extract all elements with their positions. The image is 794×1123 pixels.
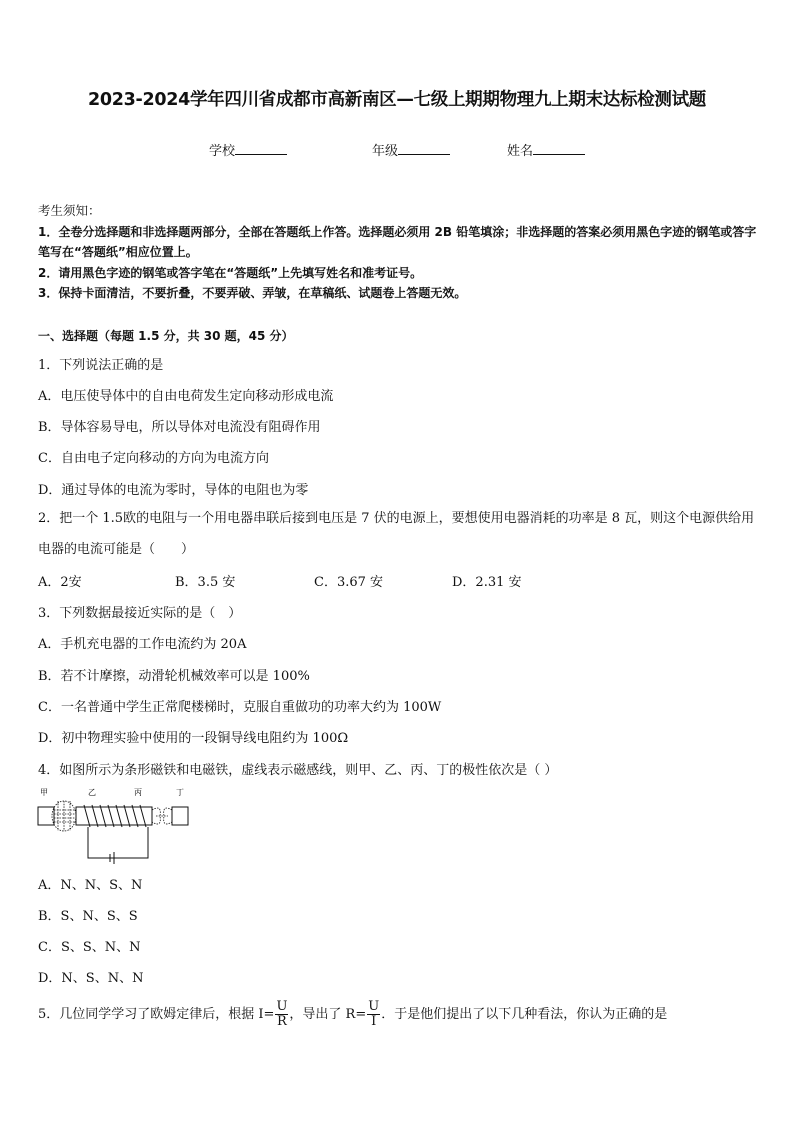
option: B．导体容易导电，所以导体对电流没有阻碍作用 — [38, 420, 321, 435]
option: C．一名普通中学生正常爬楼梯时，克服自重做功的功率大约为 100W — [38, 700, 442, 715]
option: D．初中物理实验中使用的一段铜导线电阻约为 100Ω — [38, 731, 349, 746]
pole-label-yi: 乙 — [88, 788, 96, 797]
grade-field — [372, 140, 450, 159]
question-stem: 3．下列数据最接近实际的是（ ） — [38, 606, 242, 621]
option: C．3.67 安 — [314, 575, 384, 590]
bar-magnet-left — [38, 807, 54, 825]
page-title: 2023-2024学年四川省成都市高新南区—七级上期期物理九上期末达标检测试题 — [88, 90, 706, 110]
fraction-u-over-i — [367, 1000, 380, 1029]
school-blank — [235, 142, 287, 155]
option: C．自由电子定向移动的方向为电流方向 — [38, 451, 269, 466]
option: A．手机充电器的工作电流约为 20A — [38, 637, 247, 652]
question-stem — [38, 1000, 667, 1029]
notice-item: 1．全卷分选择题和非选择题两部分，全部在答题纸上作答。选择题必须用 2B 铅笔填涂；非选择题的答案必须用黑色字迹的钢笔或答字笔写在“答题纸”相应位置上。 — [38, 224, 757, 259]
name-label: 姓名 — [507, 144, 534, 159]
question-stem: 1．下列说法正确的是 — [38, 358, 164, 373]
electromagnet — [76, 805, 152, 864]
notice-heading: 考生须知： — [38, 203, 101, 218]
magnet-diagram — [36, 786, 192, 866]
pole-label-bing: 丙 — [134, 788, 142, 797]
fraction-numerator: U — [276, 999, 288, 1014]
field-lines-left — [52, 801, 76, 831]
bar-magnet-right — [172, 807, 188, 825]
exam-notice — [38, 201, 758, 304]
q5-text-part2: ，导出了 R= — [289, 1007, 367, 1022]
fraction-numerator: U — [368, 999, 380, 1014]
fraction-denominator: R — [277, 1014, 287, 1029]
field-lines-right — [152, 808, 172, 824]
fraction-u-over-r — [275, 1000, 288, 1029]
pole-label-ding: 丁 — [176, 788, 184, 797]
option: D．通过导体的电流为零时，导体的电阻也为零 — [38, 483, 309, 498]
grade-blank — [398, 142, 450, 155]
grade-label: 年级 — [372, 144, 399, 159]
section-heading: 一、选择题（每题 1.5 分，共 30 题，45 分） — [38, 329, 294, 343]
option: B．S、N、S、S — [38, 909, 138, 924]
option: D．2.31 安 — [452, 575, 522, 590]
notice-item: 3．保持卡面清洁，不要折叠，不要弄破、弄皱，在草稿纸、试题卷上答题无效。 — [38, 286, 467, 300]
school-field — [209, 140, 287, 159]
option: B．3.5 安 — [175, 575, 236, 590]
school-label: 学校 — [209, 144, 236, 159]
pole-label-jia: 甲 — [40, 788, 48, 797]
option: A．电压使导体中的自由电荷发生定向移动形成电流 — [38, 389, 334, 404]
question-stem: 2．把一个 1.5欧的电阻与一个用电器串联后接到电压是 7 伏的电源上，要想使用电器消耗的功率是 8 瓦，则这个电源供给用电器的电流可能是（ ） — [38, 511, 755, 557]
fraction-denominator: I — [371, 1014, 377, 1029]
option: B．若不计摩擦，动滑轮机械效率可以是 100% — [38, 669, 310, 684]
option: A．N、N、S、N — [38, 878, 143, 893]
q5-text-part1: 5．几位同学学习了欧姆定律后，根据 I= — [38, 1007, 275, 1022]
option: D．N、S、N、N — [38, 971, 144, 986]
option: A．2安 — [38, 575, 82, 590]
name-field — [507, 140, 585, 159]
option: C．S、S、N、N — [38, 940, 141, 955]
question-stem: 4．如图所示为条形磁铁和电磁铁，虚线表示磁感线，则甲、乙、丙、丁的极性依次是（ ） — [38, 763, 558, 778]
notice-item: 2．请用黑色字迹的钢笔或答字笔在“答题纸”上先填写姓名和准考证号。 — [38, 265, 423, 280]
q5-text-part3: ．于是他们提出了以下几种看法，你认为正确的是 — [381, 1007, 668, 1022]
name-blank — [533, 142, 585, 155]
